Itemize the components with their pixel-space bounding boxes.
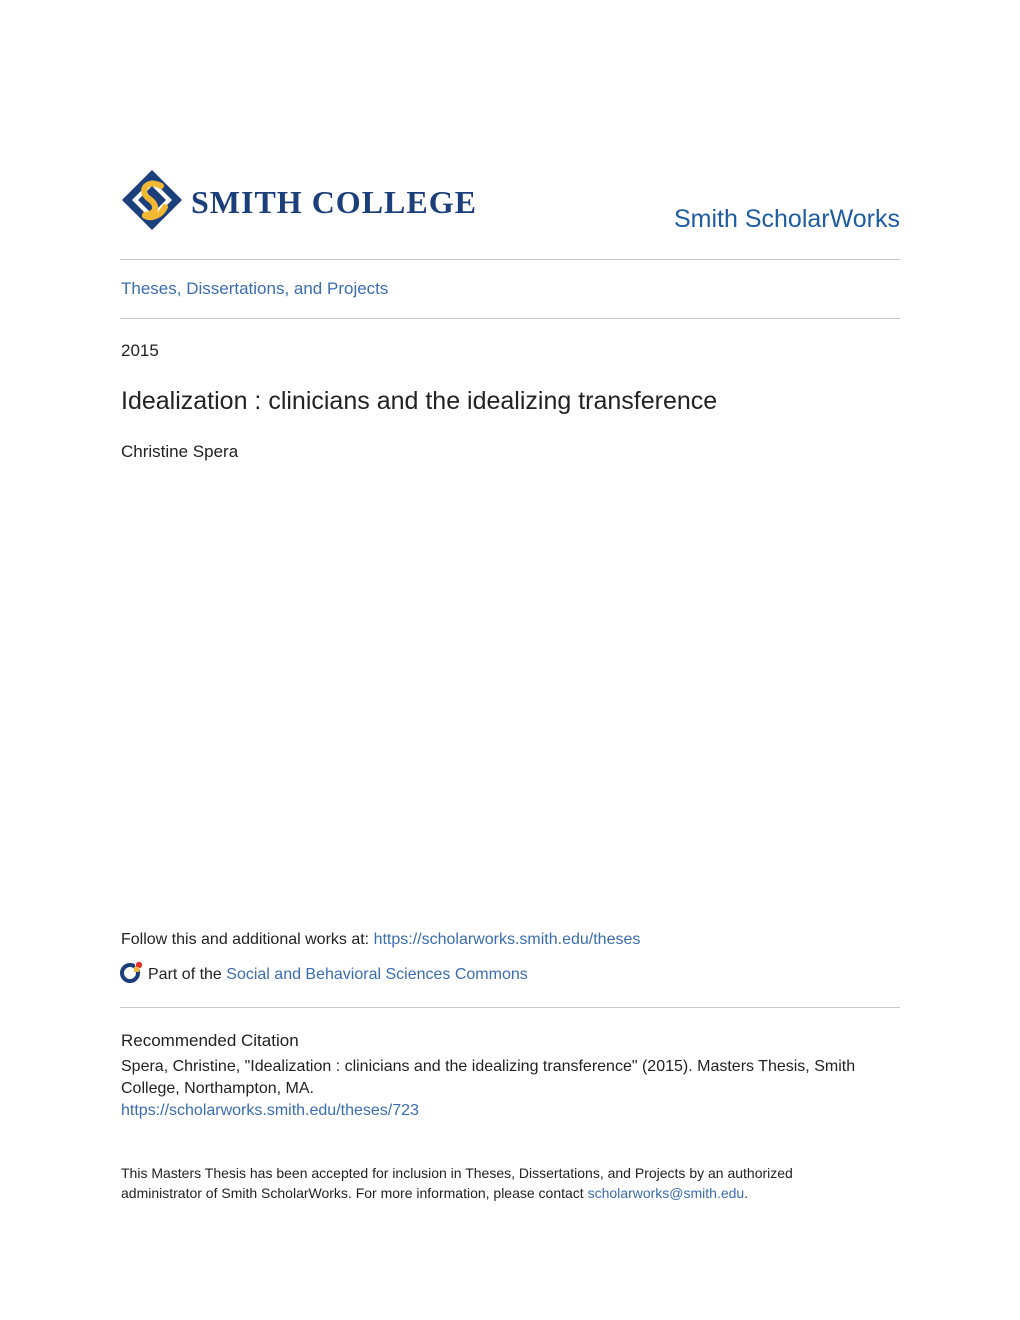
footer-line-2-prefix: administrator of Smith ScholarWorks. For more information, please contact xyxy=(121,1185,588,1201)
citation-line-2: College, Northampton, MA. xyxy=(121,1080,314,1097)
footer-line-1: This Masters Thesis has been accepted for inclusion in Theses, Dissertations, and Projects by an authorized xyxy=(121,1165,793,1181)
logo-text: SMITH COLLEGE xyxy=(191,184,477,220)
contact-email-link[interactable]: scholarworks@smith.edu xyxy=(587,1185,745,1201)
follow-line xyxy=(121,931,640,949)
footer-notice xyxy=(121,1163,901,1203)
smith-college-logo[interactable] xyxy=(121,169,481,231)
network-commons-icon xyxy=(120,960,144,984)
smith-college-seal-icon xyxy=(121,169,481,231)
footer-line-2-suffix: . xyxy=(744,1185,749,1201)
document-title: Idealization : clinicians and the idealizing transference xyxy=(121,387,718,415)
collection-link[interactable]: Theses, Dissertations, and Projects xyxy=(121,279,389,298)
divider-middle xyxy=(120,318,900,319)
part-of-prefix: Part of the xyxy=(148,966,227,983)
author-name: Christine Spera xyxy=(121,442,239,461)
citation-heading: Recommended Citation xyxy=(121,1031,299,1050)
follow-url-link[interactable]: https://scholarworks.smith.edu/theses xyxy=(373,931,641,948)
divider-bottom xyxy=(120,1007,900,1008)
citation-url-link[interactable]: https://scholarworks.smith.edu/theses/723 xyxy=(121,1102,419,1119)
divider-top xyxy=(120,259,900,260)
citation-line-1: Spera, Christine, "Idealization : clinicians and the idealizing transference" (2015). Masters Thesis, Smith xyxy=(121,1058,856,1075)
citation-body xyxy=(121,1056,901,1122)
repository-name-link[interactable]: Smith ScholarWorks xyxy=(674,205,900,233)
follow-prefix: Follow this and additional works at: xyxy=(121,931,374,948)
part-of-line xyxy=(120,960,528,984)
footer-line-2 xyxy=(121,1183,901,1203)
publication-year: 2015 xyxy=(121,341,159,360)
commons-link[interactable]: Social and Behavioral Sciences Commons xyxy=(226,966,528,983)
